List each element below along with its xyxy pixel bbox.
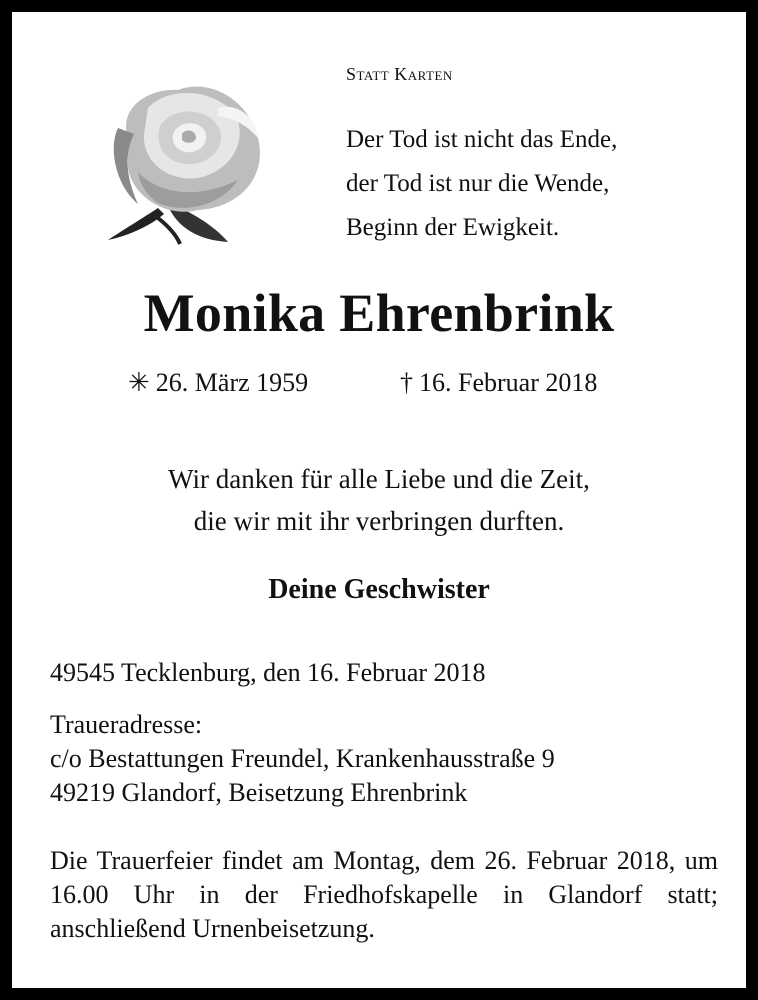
death-date <box>400 368 597 398</box>
death-cross-icon: † <box>400 368 413 397</box>
ceremony-text: Die Trauerfeier findet am Montag, dem 26. Februar 2018, um 16.00 Uhr in der Friedhofskapelle in Glandorf statt; anschließend Urnenbeisetzung. <box>50 846 718 943</box>
obituary-card <box>12 12 746 988</box>
poem <box>346 118 617 250</box>
poem-line: Der Tod ist nicht das Ende, <box>346 126 618 153</box>
thanks-text <box>12 458 746 542</box>
mourning-address <box>50 708 718 810</box>
address-line: 49219 Glandorf, Beisetzung Ehrenbrink <box>50 778 468 807</box>
address-label: Traueradresse: <box>50 710 203 739</box>
poem-line: Beginn der Ewigkeit. <box>346 214 560 241</box>
birth-star-icon: ✳ <box>128 368 150 397</box>
place-date: 49545 Tecklenburg, den 16. Februar 2018 <box>50 658 486 687</box>
statt-karten-label: Statt Karten <box>346 64 453 84</box>
rose-icon <box>98 68 268 248</box>
thanks-line: Wir danken für alle Liebe und die Zeit, <box>168 464 590 494</box>
death-date-text: 16. Februar 2018 <box>419 368 598 397</box>
signature: Deine Geschwister <box>268 574 490 605</box>
deceased-name: Monika Ehrenbrink <box>143 283 615 343</box>
thanks-line: die wir mit ihr verbringen durften. <box>193 506 565 536</box>
birth-date <box>128 368 308 398</box>
poem-line: der Tod ist nur die Wende, <box>346 170 610 197</box>
address-line: c/o Bestattungen Freundel, Krankenhausstraße 9 <box>50 744 555 773</box>
birth-date-text: 26. März 1959 <box>155 368 309 397</box>
